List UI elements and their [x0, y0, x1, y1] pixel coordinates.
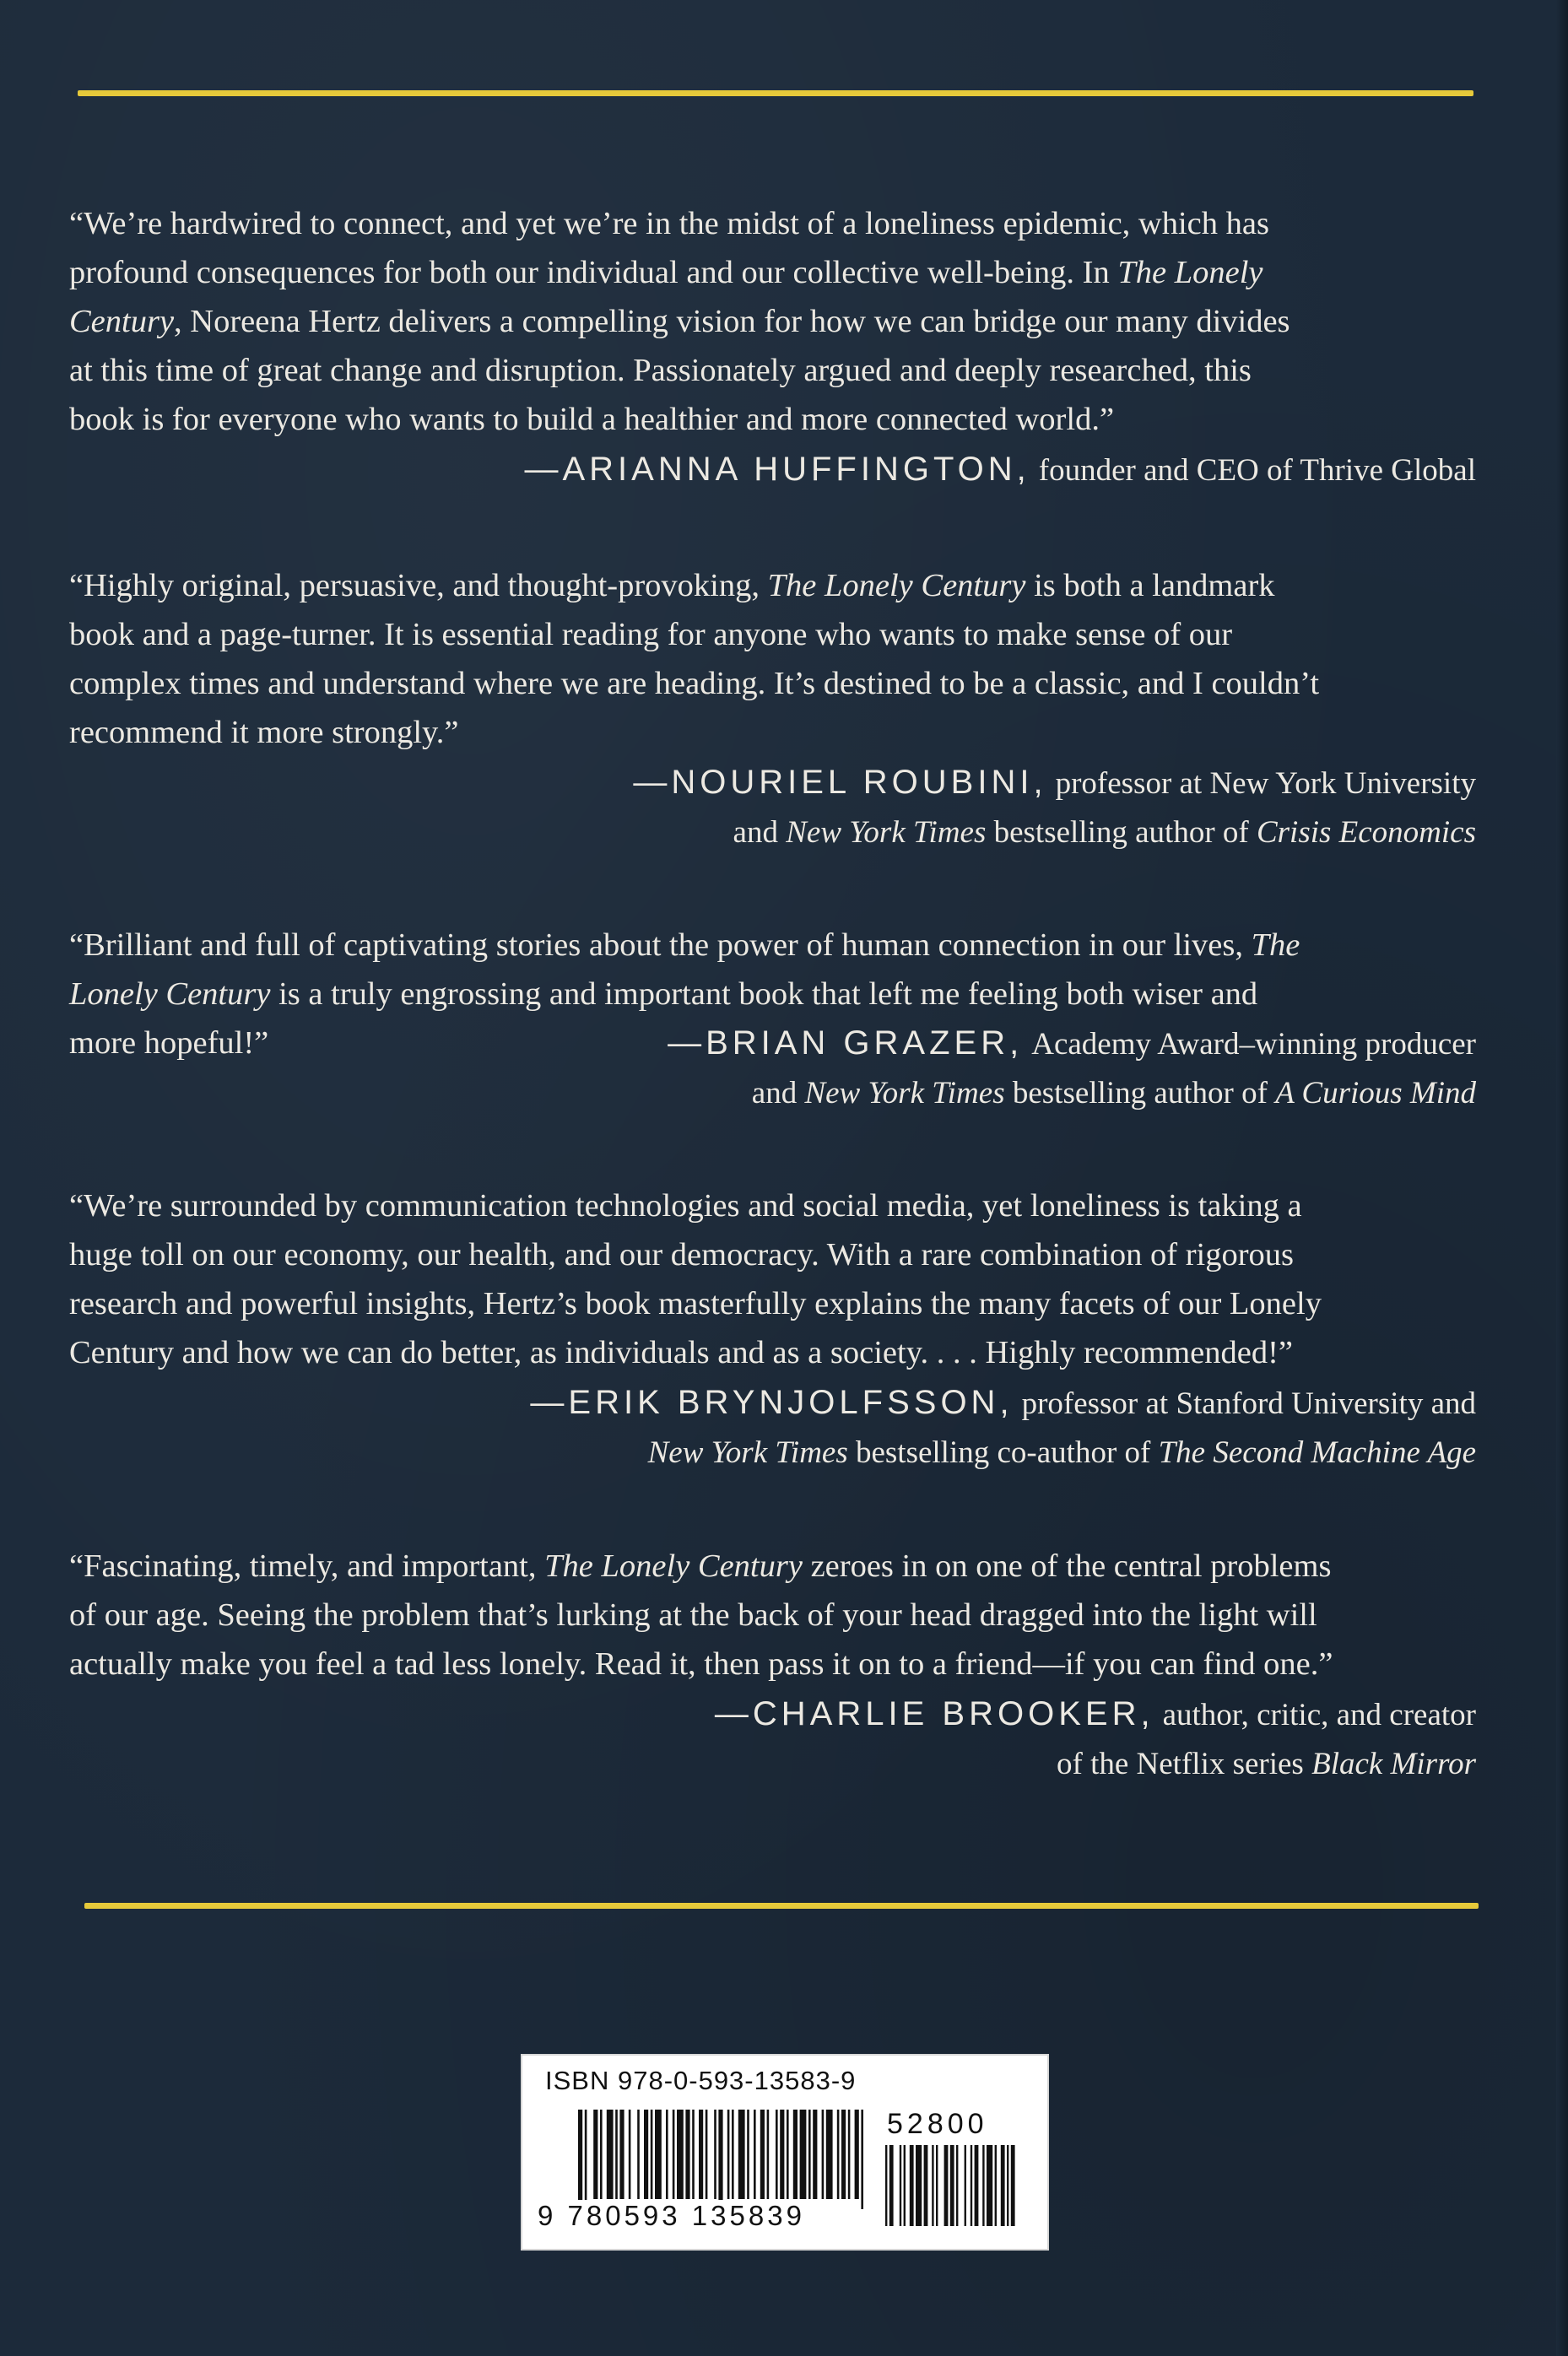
- barcode-bar: [800, 2110, 807, 2199]
- quote-line: actually make you feel a tad less lonely. Read it, then pass it on to a friend—if you can find one.”: [69, 1646, 1333, 1682]
- barcode-bar: [826, 2110, 833, 2199]
- top-yellow-rule: [78, 90, 1473, 96]
- blurb-attribution: [69, 1689, 1476, 1789]
- barcode-bar: [666, 2110, 668, 2199]
- attribution-name: —CHARLIE BROOKER,: [714, 1695, 1154, 1732]
- quote-line: book is for everyone who wants to build a healthier and more connected world.”: [69, 402, 1115, 437]
- blurb-attribution: [69, 1378, 1476, 1478]
- barcode-bar: [714, 2110, 716, 2199]
- addon-bar: [916, 2145, 922, 2226]
- italic-title: Crisis Economics: [1256, 815, 1476, 850]
- barcode-bar: [706, 2110, 708, 2199]
- addon-bar: [1007, 2145, 1008, 2226]
- barcode-bar: [593, 2110, 597, 2199]
- barcode-bar: [718, 2110, 722, 2209]
- barcode-bar: [855, 2110, 859, 2199]
- attribution-name: —ERIK BRYNJOLFSSON,: [530, 1384, 1014, 1421]
- attribution-line: professor at Stanford University and: [1021, 1386, 1476, 1421]
- attribution-line: of the Netflix series Black Mirror: [1057, 1747, 1476, 1781]
- addon-bar: [987, 2145, 992, 2226]
- addon-bar: [936, 2145, 938, 2226]
- addon-bar: [982, 2145, 984, 2226]
- addon-bar: [904, 2145, 906, 2226]
- addon-bar: [995, 2145, 997, 2226]
- addon-bar: [965, 2145, 966, 2226]
- barcode-bar: [787, 2110, 789, 2199]
- italic-title: Lonely Century: [69, 976, 271, 1012]
- barcode-bar: [619, 2110, 624, 2199]
- barcode-bar: [600, 2110, 603, 2199]
- italic-title: The Second Machine Age: [1158, 1435, 1476, 1470]
- barcode-bar: [837, 2110, 840, 2199]
- addon-bar: [889, 2145, 894, 2226]
- ean13-bars: [578, 2110, 863, 2209]
- italic-title: Black Mirror: [1311, 1747, 1476, 1781]
- barcode-bar: [685, 2110, 689, 2199]
- barcode-bar: [699, 2110, 703, 2199]
- barcode-bar: [808, 2110, 811, 2199]
- blurb-brooker: [69, 1542, 1476, 1789]
- italic-title: The Lonely Century: [544, 1548, 803, 1584]
- barcode-bar: [767, 2110, 770, 2199]
- italic-title: The Lonely: [1117, 255, 1263, 290]
- barcode-bar: [861, 2110, 863, 2209]
- quote-line: profound consequences for both our individual and our collective well-being. In The Lonely: [69, 255, 1263, 290]
- addon-bar: [932, 2145, 933, 2226]
- barcode-bar: [607, 2110, 614, 2199]
- barcode-bar: [651, 2110, 653, 2199]
- attribution-line: New York Times bestselling co-author of The Second Machine Age: [647, 1435, 1476, 1470]
- italic-title: The: [1251, 927, 1300, 963]
- addon-bar: [950, 2145, 954, 2226]
- attribution-name: —ARIANNA HUFFINGTON,: [524, 451, 1030, 488]
- quote-line: book and a page-turner. It is essential reading for anyone who wants to make sense of our: [69, 617, 1233, 652]
- barcode-bar: [780, 2110, 784, 2199]
- attribution-line: author, critic, and creator: [1162, 1698, 1476, 1732]
- barcode-bar: [673, 2110, 675, 2199]
- quote-line: more hopeful!”: [69, 1025, 269, 1061]
- addon-bar: [944, 2145, 949, 2226]
- barcode-bar: [732, 2110, 734, 2199]
- italic-title: Century: [69, 304, 175, 339]
- italic-title: New York Times: [804, 1076, 1005, 1110]
- addon-bar: [956, 2145, 958, 2226]
- italic-title: New York Times: [647, 1435, 848, 1470]
- blurb-brynjolfsson: [69, 1181, 1476, 1478]
- addon-bar: [910, 2145, 914, 2226]
- quote-line: Century and how we can do better, as individuals and as a society. . . . Highly recommended!”: [69, 1335, 1293, 1370]
- barcode-bar: [754, 2110, 756, 2199]
- isbn-barcode: [521, 2054, 1049, 2251]
- addon-bar: [900, 2145, 901, 2226]
- barcode-bar: [615, 2110, 618, 2199]
- barcode-bar: [655, 2110, 662, 2199]
- attribution-line: and New York Times bestselling author of Crisis Economics: [733, 815, 1476, 850]
- attribution-name: —NOURIEL ROUBINI,: [633, 764, 1047, 801]
- blurb-quote: [69, 1542, 1476, 1689]
- blurb-quote: [69, 1181, 1476, 1377]
- attribution-line: founder and CEO of Thrive Global: [1038, 453, 1476, 488]
- addon-bar: [1001, 2145, 1005, 2226]
- attribution-line: professor at New York University: [1055, 766, 1476, 801]
- quote-line: “Brilliant and full of captivating stories about the power of human connection in our lives, The: [69, 927, 1300, 963]
- barcode-bar: [585, 2110, 587, 2209]
- price-addon-bars: [885, 2145, 1015, 2226]
- italic-title: New York Times: [786, 815, 987, 850]
- quote-line: recommend it more strongly.”: [69, 715, 459, 750]
- blurb-huffington: [69, 199, 1476, 495]
- blurb-attribution: [69, 1019, 1476, 1118]
- quote-line: “We’re surrounded by communication technologies and social media, yet loneliness is taking a: [69, 1188, 1302, 1224]
- quote-line: huge toll on our economy, our health, and our democracy. With a rare combination of rigorous: [69, 1237, 1295, 1273]
- blurb-roubini: [69, 561, 1476, 857]
- barcode-bar: [747, 2110, 749, 2199]
- blurb-attribution: [69, 445, 1476, 495]
- quote-line: research and powerful insights, Hertz’s book masterfully explains the many facets of our Lonely: [69, 1286, 1322, 1321]
- cover-edge-shadow: [1556, 0, 1568, 2356]
- addon-bar: [1011, 2145, 1015, 2226]
- price-code: 52800: [887, 2108, 988, 2140]
- barcode-bar: [813, 2110, 817, 2199]
- barcode-bar: [727, 2110, 730, 2199]
- barcode-bar: [760, 2110, 765, 2199]
- barcode-bar: [822, 2110, 825, 2199]
- barcode-bar: [738, 2110, 745, 2199]
- isbn-label: ISBN 978-0-593-13583-9: [545, 2066, 857, 2095]
- addon-bar: [971, 2145, 972, 2226]
- barcode-bar: [776, 2110, 778, 2199]
- blurb-quote: [69, 199, 1476, 444]
- quote-line: “Highly original, persuasive, and thought-provoking, The Lonely Century is both a landmark: [69, 568, 1275, 603]
- addon-bar: [975, 2145, 979, 2226]
- italic-title: The Lonely Century: [767, 568, 1026, 603]
- quote-line: Century, Noreena Hertz delivers a compelling vision for how we can bridge our many divides: [69, 304, 1290, 339]
- barcode-bar: [644, 2110, 648, 2199]
- addon-bar: [924, 2145, 928, 2226]
- blurb-attribution: [69, 758, 1476, 857]
- attribution-line: Academy Award–winning producer: [1031, 1027, 1476, 1062]
- barcode-bar: [637, 2110, 640, 2199]
- attribution-detail: [1039, 453, 1476, 488]
- attribution-name: —BRIAN GRAZER,: [668, 1024, 1024, 1062]
- attribution-line: and New York Times bestselling author of A Curious Mind: [751, 1076, 1476, 1110]
- barcode-digits: 9 780593 135839: [538, 2200, 805, 2231]
- barcode-bar: [793, 2110, 798, 2199]
- barcode-bar: [677, 2110, 684, 2199]
- blurb-quote: [69, 561, 1476, 757]
- barcode-bar: [692, 2110, 695, 2199]
- barcode-bar: [578, 2110, 582, 2209]
- quote-line: Lonely Century is a truly engrossing and important book that left me feeling both wiser and: [69, 976, 1258, 1012]
- quote-line: “Fascinating, timely, and important, The Lonely Century zeroes in on one of the central problems: [69, 1548, 1332, 1584]
- barcode-bar: [629, 2110, 631, 2199]
- italic-title: A Curious Mind: [1275, 1076, 1476, 1110]
- addon-bar: [885, 2145, 887, 2226]
- bottom-yellow-rule: [84, 1903, 1479, 1909]
- quote-line: complex times and understand where we are heading. It’s destined to be a classic, and I couldn’t: [69, 666, 1320, 701]
- blurb-grazer: [69, 921, 1476, 1118]
- barcode-bar: [848, 2110, 851, 2199]
- barcode-bar: [841, 2110, 846, 2199]
- quote-line: at this time of great change and disruption. Passionately argued and deeply researched, this: [69, 353, 1252, 388]
- quote-line: of our age. Seeing the problem that’s lurking at the back of your head dragged into the light will: [69, 1597, 1317, 1633]
- quote-line: “We’re hardwired to connect, and yet we’re in the midst of a loneliness epidemic, which has: [69, 206, 1269, 241]
